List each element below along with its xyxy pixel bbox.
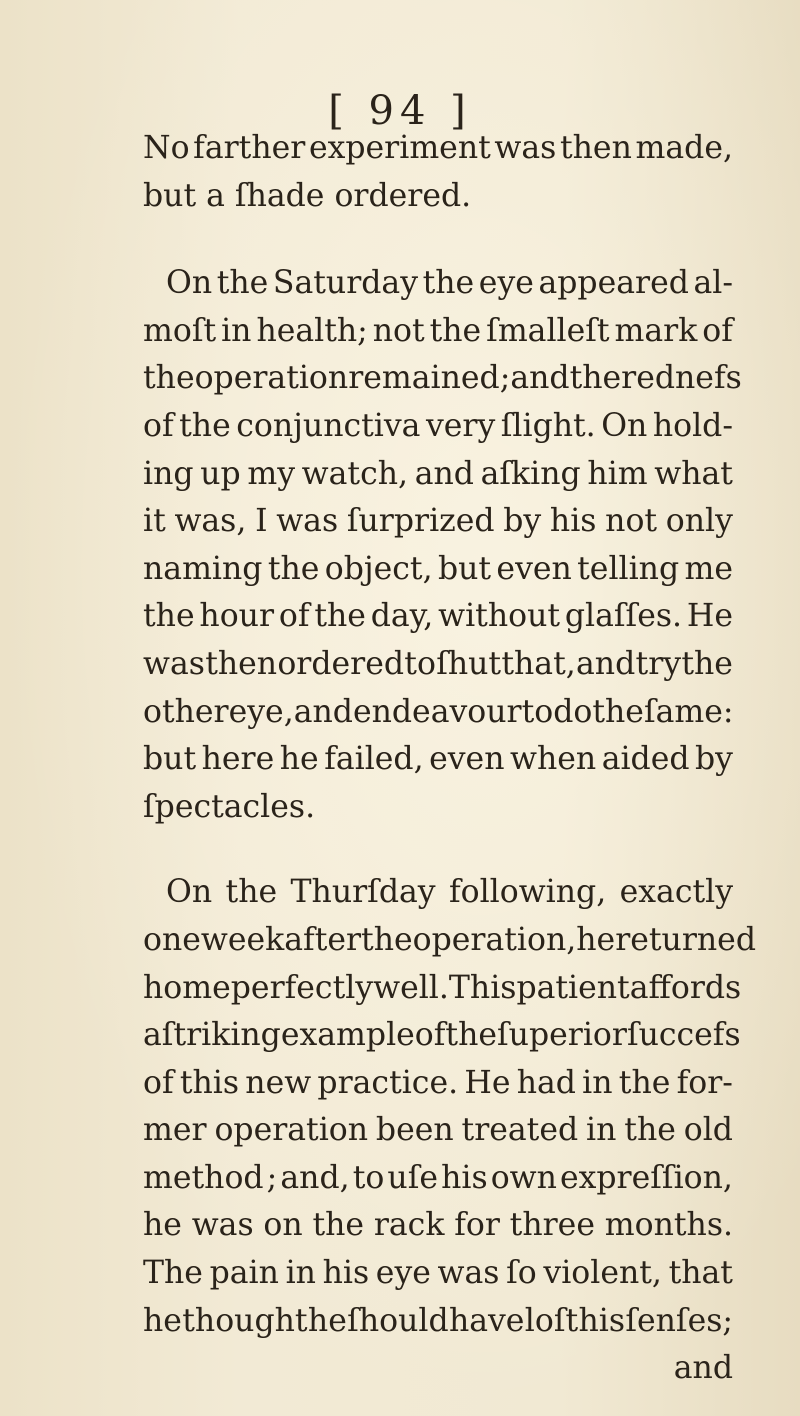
text-line: he was on the rack for three months.	[143, 1207, 733, 1244]
text-line: moſt in health; not the ſmalleſt mark of	[143, 312, 733, 349]
text-line: but a ſhade ordered.	[143, 177, 472, 214]
body-text	[143, 125, 756, 1393]
text-line: naming the object, but even telling me	[143, 550, 733, 587]
paragraph	[143, 125, 733, 220]
text-line: was then ordered to ſhut that, and try the	[143, 645, 733, 682]
catchword: and	[673, 1350, 733, 1387]
text-line: he thought he ſhould have loſt his ſenſes;	[143, 1302, 733, 1339]
text-line: but here he failed, even when aided by	[143, 741, 733, 778]
text-line: the operation remained; and the rednefs	[143, 360, 742, 397]
text-line: it was, I was ſurprized by his not only	[143, 503, 733, 540]
text-line: of the conjunctiva very ſlight. On hold-	[143, 407, 733, 444]
text-line: On the Thurſday following, exactly	[166, 874, 733, 911]
text-line: a ſtriking example of the ſuperior ſuccefs	[143, 1017, 741, 1054]
text-line: The pain in his eye was ſo violent, that	[143, 1255, 733, 1292]
paragraph	[143, 869, 756, 1345]
text-line: method ; and, to uſe his own expreſſion,	[143, 1159, 733, 1196]
text-line: the hour of the day, without glaſſes. He	[143, 598, 733, 635]
text-line: On the Saturday the eye appeared al-	[166, 265, 733, 302]
text-line: other eye, and endeavour to do the ſame :	[143, 693, 734, 730]
text-line: ing up my watch, and aſking him what	[143, 455, 733, 492]
text-line: mer operation been treated in the old	[143, 1112, 733, 1149]
page-number: [ 94 ]	[328, 88, 472, 134]
text-line: ſpectacles.	[143, 788, 316, 825]
text-line: of this new practice. He had in the for-	[143, 1064, 733, 1101]
text-line: home perfectly well. This patient affords	[143, 969, 742, 1006]
text-line: No farther experiment was then made,	[143, 130, 733, 166]
text-line: one week after the operation, he returned	[143, 921, 756, 958]
paragraph	[143, 260, 742, 831]
